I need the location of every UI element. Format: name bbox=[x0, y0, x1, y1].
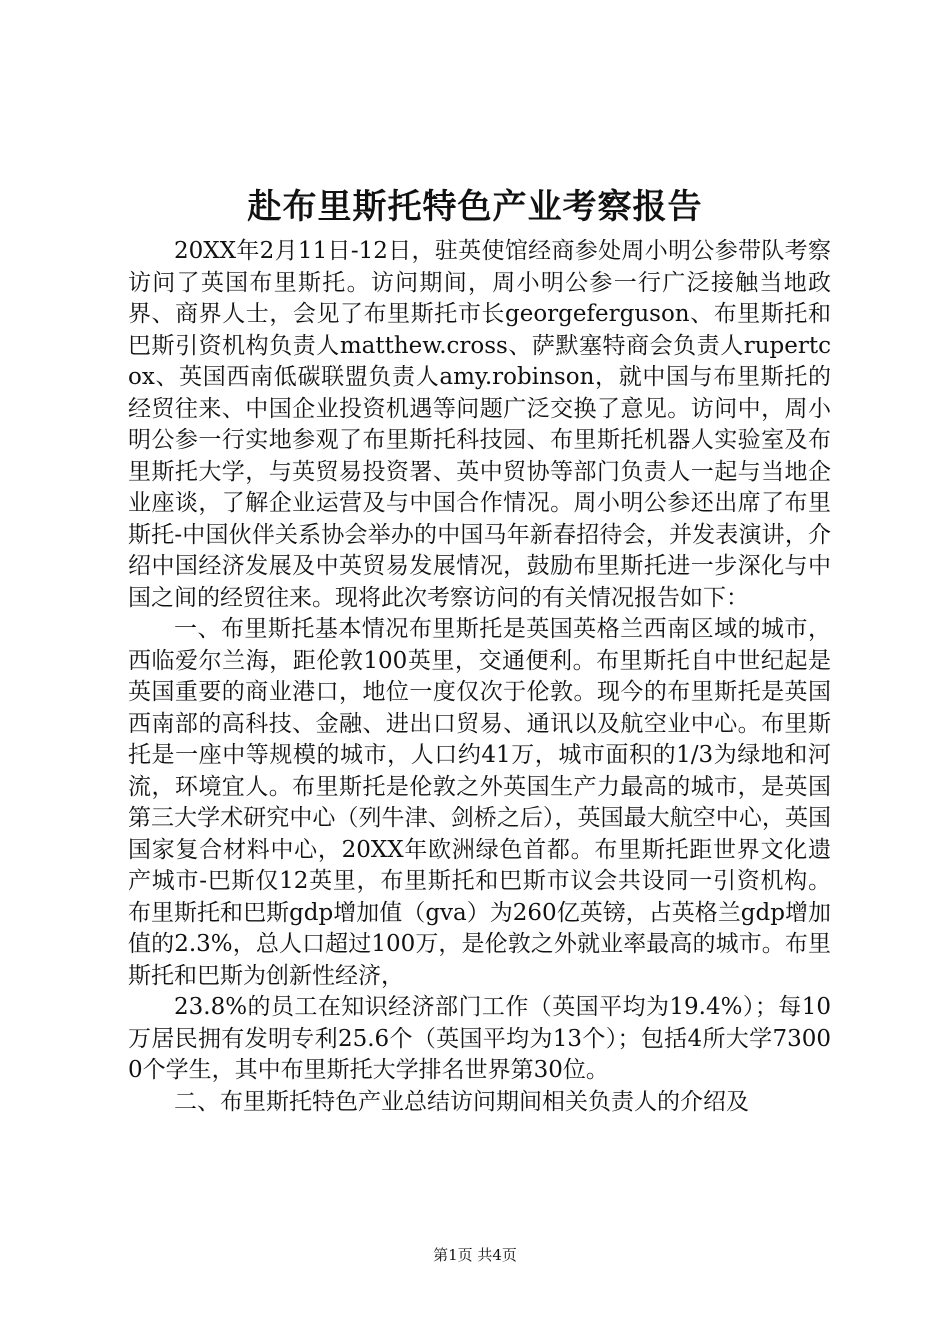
paragraph-section-two: 二、布里斯托特色产业总结访问期间相关负责人的介绍及 bbox=[174, 1088, 749, 1115]
paragraph-section-one: 一、布里斯托基本情况布里斯托是英国英格兰西南区域的城市，西临爱尔兰海，距伦敦100英里，交通便利。布里斯托自中世纪起是英国重要的商业港口，地位一度仅次于伦敦。现今的布里斯托是英国西南部的高科技、金融、进出口贸易、通讯以及航空业中心。布里斯托是一座中等规模的城市，人口约41万，城市面积的1/3为绿地和河流，环境宜人。布里斯托是伦敦之外英国生产力最高的城市，是英国第三大学术研究中心（列牛津、剑桥之后），英国最大航空中心，英国国家复合材料中心，20XX年欧洲绿色首都。布里斯托距世界文化遗产城市-巴斯仅12英里，布里斯托和巴斯市议会共设同一引资机构。布里斯托和巴斯gdp增加值（gva）为260亿英镑，占英格兰gdp增加值的2.3%，总人口超过100万，是伦敦之外就业率最高的城市。布里斯托和巴斯为创新性经济， bbox=[128, 616, 831, 989]
document-body bbox=[128, 236, 831, 1118]
document-title: 赴布里斯托特色产业考察报告 bbox=[247, 187, 703, 227]
paragraph-intro: 20XX年2月11日-12日，驻英使馆经商参处周小明公参带队考察访问了英国布里斯托。访问期间，周小明公参一行广泛接触当地政界、商界人士，会见了布里斯托市长georgeferguson、布里斯托和巴斯引资机构负责人matthew.cross、萨默塞特商会负责人rupertcox、英国西南低碳联盟负责人amy.robinson，就中国与布里斯托的经贸往来、中国企业投资机遇等问题广泛交换了意见。访问中，周小明公参一行实地参观了布里斯托科技园、布里斯托机器人实验室及布里斯托大学，与英贸易投资署、英中贸协等部门负责人一起与当地企业座谈，了解企业运营及与中国合作情况。周小明公参还出席了布里斯托-中国伙伴关系协会举办的中国马年新春招待会，并发表演讲，介绍中国经济发展及中英贸易发展情况，鼓励布里斯托进一步深化与中国之间的经贸往来。现将此次考察访问的有关情况报告如下： bbox=[128, 238, 831, 611]
paragraph-statistics: 23.8%的员工在知识经济部门工作（英国平均为19.4%）；每10万居民拥有发明专利25.6个（英国平均为13个）；包括4所大学73000个学生，其中布里斯托大学排名世界第30位。 bbox=[128, 994, 831, 1083]
page-footer: 第1页 共4页 bbox=[433, 1246, 517, 1264]
